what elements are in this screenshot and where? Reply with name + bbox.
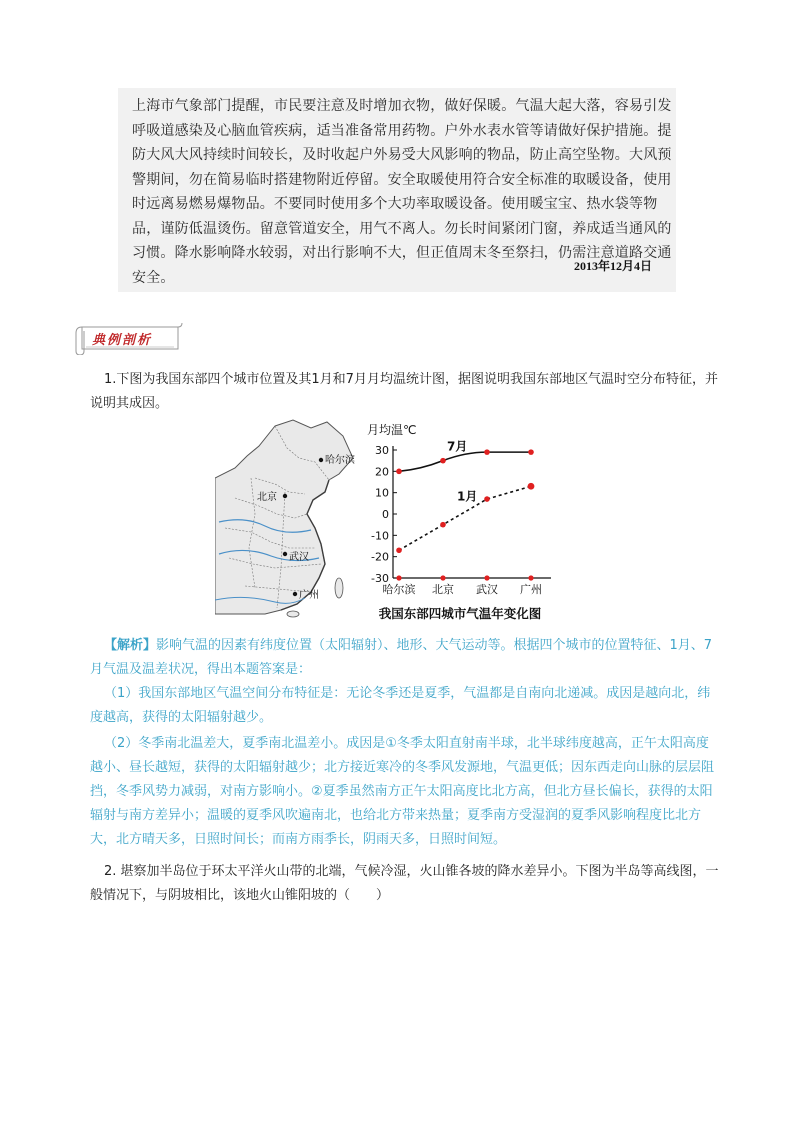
city-harbin <box>319 453 355 466</box>
notice-date: 2013年12月4日 <box>573 259 652 273</box>
city-label: 广州 <box>299 590 319 601</box>
question-2-text: 2. 堪察加半岛位于环太平洋火山带的北端，气候冷湿，火山锥各坡的降水差异小。下图为半岛等高线图，一般情况下，与阴坡相比，该地火山锥阳坡的（ ） <box>90 864 719 903</box>
city-label: 武汉 <box>289 552 309 563</box>
series-label: 7月 <box>447 439 468 454</box>
city-label: 北京 <box>257 492 277 503</box>
y-tick-label: -20 <box>371 550 389 564</box>
x-category-marker <box>528 575 533 580</box>
notice-box <box>118 88 676 292</box>
y-tick-label: 0 <box>382 508 389 521</box>
city-label: 哈尔滨 <box>325 455 355 466</box>
x-tick-label: 北京 <box>432 583 454 596</box>
section-badge-label: 典例剖析 <box>92 333 153 348</box>
analysis-point-1: （1）我国东部地区气温空间分布特征是：无论冬季还是夏季，气温都是自南向北递减。成因是越向北，纬度越高，获得的太阳辐射越少。 <box>90 686 711 725</box>
data-point <box>484 496 490 502</box>
data-point <box>528 483 535 490</box>
analysis-intro <box>90 634 720 682</box>
data-point <box>484 449 490 455</box>
temperature-chart <box>355 418 565 628</box>
data-point <box>440 522 446 528</box>
analysis-point-2: （2）冬季南北温差大，夏季南北温差小。成因是①冬季太阳直射南半球，北半球纬度越高，正午太阳高度越小、昼长越短，获得的太阳辐射越少；北方接近寒冷的冬季风发源地，气温更低；因东西走向山脉的层层阻挡，冬季风势力减弱，对南方影响小。②夏季虽然南方正午太阳高度比北方高，但北方昼长偏长，获得的太阳辐射与南方差异小；温暖的夏季风吹遍南北，也给北方带来热量；夏季南方受湿润的夏季风影响程度比北方大，北方晴天多，日照时间长；而南方雨季长，阴雨天多，日照时间短。 <box>90 736 715 847</box>
series-label: 1月 <box>457 489 478 504</box>
figure <box>215 418 565 628</box>
x-tick-label: 哈尔滨 <box>382 583 416 596</box>
notice-text: 上海市气象部门提醒，市民要注意及时增加衣物，做好保暖。气温大起大落，容易引发呼吸道感染及心脑血管疾病，适当准备常用药物。户外水表水管等请做好保护措施。提防大风大风持续时间较长，及时收起户外易受大风影响的物品，防止高空坠物。大风预警期间，勿在简易临时搭建物附近停留。安全取暖使用符合安全标准的取暖设备，使用时远离易燃易爆物品。不要同时使用多个大功率取暖设备。使用暖宝宝、热水袋等物品，谨防低温烫伤。留意管道安全，用气不离人。勿长时间紧闭门窗，养成适当通风的习惯。降水影响降水较弱，对出行影响不大，但正值周末冬至祭扫，仍需注意道路交通安全。 <box>132 98 672 286</box>
x-category-marker <box>440 575 445 580</box>
x-tick-label: 武汉 <box>476 583 498 596</box>
y-tick-label: 10 <box>375 486 389 500</box>
x-category-marker <box>396 575 401 580</box>
chart-caption: 我国东部四城市气温年变化图 <box>378 606 542 621</box>
x-category-marker <box>484 575 489 580</box>
data-point <box>528 449 534 455</box>
series-line-1 <box>399 452 531 471</box>
x-tick-label: 广州 <box>520 583 542 596</box>
data-point <box>440 458 446 464</box>
chart-ylabel: 月均温℃ <box>367 423 417 437</box>
question-1-text: 1.下图为我国东部四个城市位置及其1月和7月月均温统计图，据图说明我国东部地区气温时空分布特征，并说明其成因。 <box>90 372 718 411</box>
analysis-intro-text: 影响气温的因素有纬度位置（太阳辐射）、地形、大气运动等。根据四个城市的位置特征、1月、7月气温及温差状况，得出本题答案是： <box>90 638 713 677</box>
y-tick-label: -10 <box>371 529 389 543</box>
data-point <box>396 547 402 553</box>
data-point <box>396 469 402 475</box>
y-tick-label: -30 <box>371 572 389 585</box>
china-east-map <box>215 418 357 618</box>
analysis-tag: 【解析】 <box>104 638 157 653</box>
y-tick-label: 20 <box>375 465 389 479</box>
y-tick-label: 30 <box>375 444 389 457</box>
